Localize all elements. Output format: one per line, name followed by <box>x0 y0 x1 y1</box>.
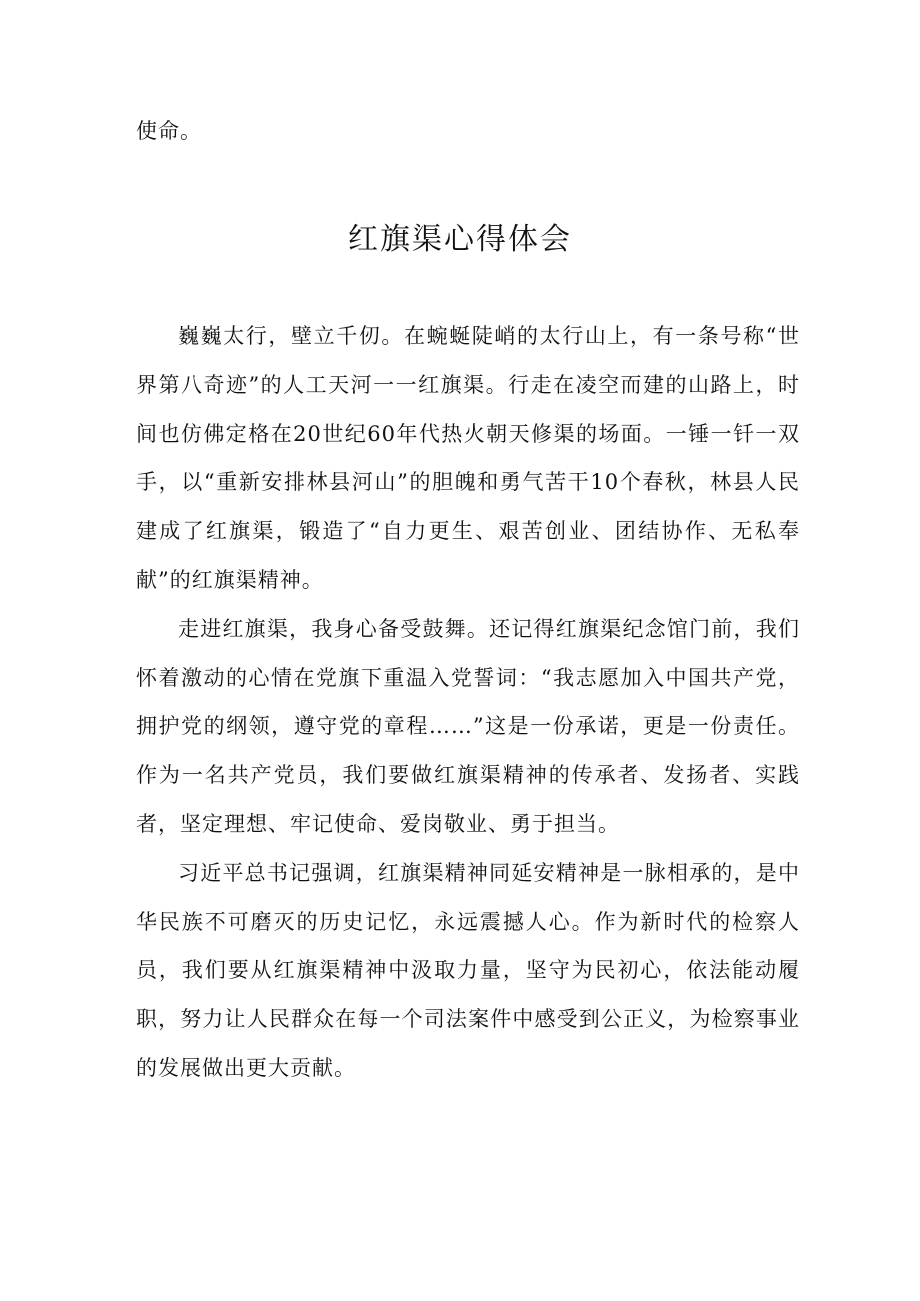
paragraph-1: 巍巍太行，壁立千仞。在蜿蜒陡峭的太行山上，有一条号称“世界第八奇迹”的人工天河一一红旗渠。行走在凌空而建的山路上，时间也仿佛定格在20世纪60年代热火朝天修渠的场面。一锤一钎一双手，以“重新安排林县河山”的胆魄和勇气苦干10个春秋，林县人民建成了红旗渠，锻造了“自力更生、艰苦创业、团结协作、无私奉献”的红旗渠精神。 <box>136 324 800 592</box>
carryover-text: 使命。 <box>136 119 202 143</box>
paragraph-3: 习近平总书记强调，红旗渠精神同延安精神是一脉相承的，是中华民族不可磨灭的历史记忆，永远震撼人心。作为新时代的检察人员，我们要从红旗渠精神中汲取力量，坚守为民初心，依法能动履职，努力让人民群众在每一个司法案件中感受到公正义，为检察事业的发展做出更大贡献。 <box>136 860 800 1080</box>
document-title: 红旗渠心得体会 <box>348 222 572 257</box>
paragraph-2: 走进红旗渠，我身心备受鼓舞。还记得红旗渠纪念馆门前，我们怀着激动的心情在党旗下重温入党誓词：“我志愿加入中国共产党，拥护党的纲领，遵守党的章程……”这是一份承诺，更是一份责任。作为一名共产党员，我们要做红旗渠精神的传承者、发扬者、实践者，坚定理想、牢记使命、爱岗敬业、勇于担当。 <box>136 616 800 836</box>
document-body <box>136 312 800 1093</box>
